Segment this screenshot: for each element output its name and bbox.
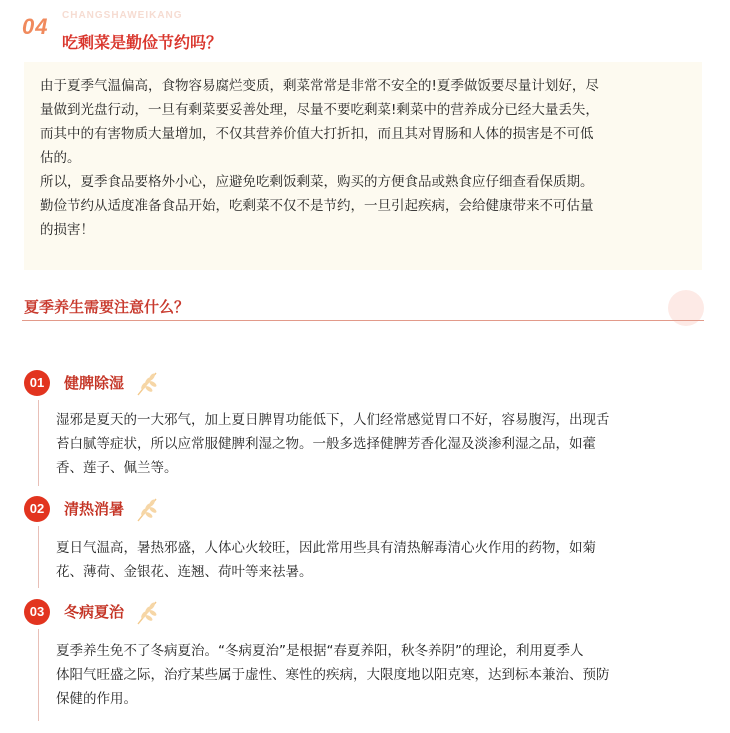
item-body-2 bbox=[56, 536, 704, 584]
intro-line: 量做到光盘行动，一旦有剩菜要妥善处理，尽量不要吃剩菜!剩菜中的营养成分已经大量丢失， bbox=[40, 102, 599, 118]
item-header-3 bbox=[24, 598, 224, 626]
intro-line: 勤俭节约从适度准备食品开始，吃剩菜不仅不是节约，一旦引起疾病，会给健康带来不可估量 bbox=[40, 198, 594, 214]
section-header bbox=[22, 6, 282, 50]
item-line: 夏季养生免不了冬病夏治。“冬病夏治”是根据“春夏养阳，秋冬养阴”的理论，利用夏季人 bbox=[56, 643, 584, 659]
item-line: 湿邪是夏天的一大邪气，加上夏日脾胃功能低下，人们经常感觉胃口不好，容易腹泻，出现舌 bbox=[56, 412, 610, 428]
item-title: 清热消暑 bbox=[64, 500, 125, 518]
item-line: 花、薄荷、金银花、连翘、荷叶等来祛暑。 bbox=[56, 564, 313, 580]
item-body-3 bbox=[56, 639, 704, 711]
item-line: 香、莲子、佩兰等。 bbox=[56, 460, 178, 476]
intro-line: 所以，夏季食品要格外小心，应避免吃剩饭剩菜，购买的方便食品或熟食应仔细查看保质期。 bbox=[40, 174, 594, 190]
intro-box bbox=[24, 62, 702, 270]
item-header-1 bbox=[24, 369, 224, 397]
section-title: 吃剩菜是勤俭节约吗？ bbox=[62, 33, 223, 52]
item-header-2 bbox=[24, 495, 224, 523]
wheat-icon bbox=[132, 495, 162, 523]
summer-heading: 夏季养生需要注意什么？ bbox=[24, 298, 190, 316]
item-badge: 01 bbox=[24, 370, 50, 396]
item-badge: 03 bbox=[24, 599, 50, 625]
intro-line: 由于夏季气温偏高，食物容易腐烂变质，剩菜常常是非常不安全的!夏季做饭要尽量计划好，尽 bbox=[40, 78, 599, 94]
item-title: 健脾除湿 bbox=[64, 374, 125, 392]
item-line: 夏日气温高，暑热邪盛，人体心火较旺，因此常用些具有清热解毒清心火作用的药物，如菊 bbox=[56, 540, 596, 556]
item-line: 体阳气旺盛之际，治疗某些属于虚性、寒性的疾病，大限度地以阳克寒，达到标本兼治、预防 bbox=[56, 667, 610, 683]
intro-line: 而其中的有害物质大量增加，不仅其营养价值大打折扣，而且其对胃肠和人体的损害是不可低 bbox=[40, 126, 594, 142]
wheat-icon bbox=[132, 369, 162, 397]
section-number: 04 bbox=[22, 14, 49, 39]
intro-text bbox=[40, 74, 695, 242]
item-vertical-line bbox=[38, 400, 39, 486]
item-vertical-line bbox=[38, 629, 39, 721]
section-watermark: CHANGSHAWEIKANG bbox=[62, 10, 183, 21]
item-line: 苔白腻等症状，所以应常服健脾利湿之物。一般多选择健脾芳香化湿及淡渗利湿之品，如藿 bbox=[56, 436, 596, 452]
intro-line: 估的。 bbox=[40, 150, 81, 166]
heading-divider bbox=[22, 320, 704, 321]
item-title: 冬病夏治 bbox=[64, 603, 125, 621]
item-line: 保健的作用。 bbox=[56, 691, 137, 707]
item-badge: 02 bbox=[24, 496, 50, 522]
item-vertical-line bbox=[38, 526, 39, 588]
item-body-1 bbox=[56, 408, 704, 480]
intro-line: 的损害！ bbox=[40, 222, 94, 238]
wheat-icon bbox=[132, 598, 162, 626]
